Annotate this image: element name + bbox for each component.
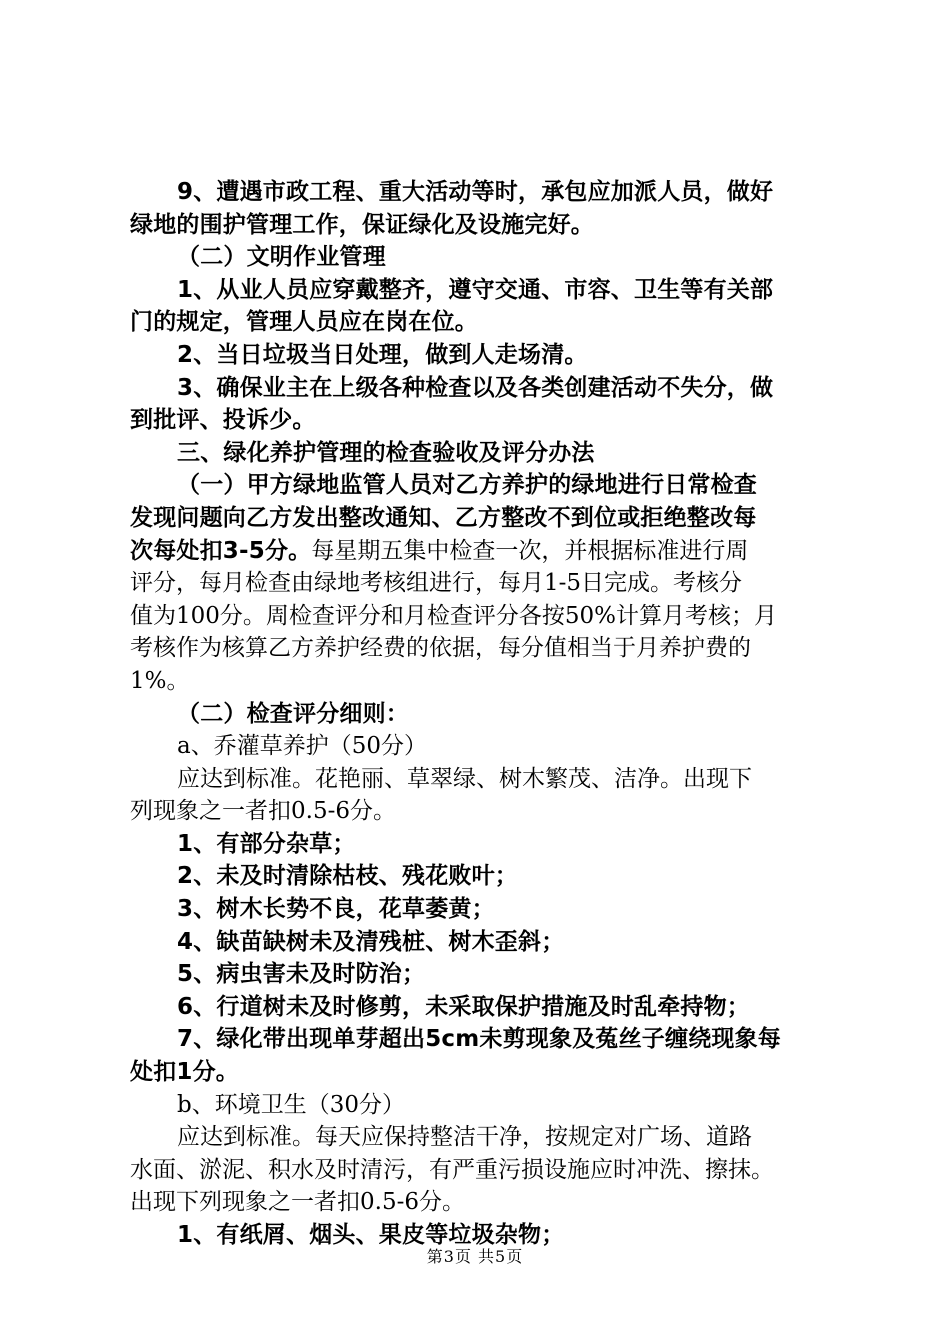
list-item: 4、缺苗缺树未及清残桩、树木歪斜； (177, 928, 565, 955)
subsection-heading: b、环境卫生（30分） (177, 1091, 405, 1118)
list-item: 2、未及时清除枯枝、残花败叶； (177, 863, 519, 890)
list-item: 6、行道树未及时修剪，未采取保护措施及时乱牵持物； (177, 993, 751, 1020)
section-heading: （二）检查评分细则： (177, 700, 409, 727)
document-body (130, 176, 830, 1252)
list-item: 处扣1分。 (130, 1059, 240, 1086)
list-item: 1、有部分杂草； (177, 830, 356, 857)
text-line: 评分，每月检查由绿地考核组进行，每月1-5日完成。考核分 (130, 570, 743, 597)
text-line: 应达到标准。每天应保持整洁干净，按规定对广场、道路 (177, 1124, 752, 1151)
text-line: 2、当日垃圾当日处理，做到人走场清。 (177, 341, 588, 368)
text-line: 1%。 (130, 667, 190, 694)
text-line: （一）甲方绿地监管人员对乙方养护的绿地进行日常检查 (177, 472, 757, 499)
text-line: 出现下列现象之一者扣0.5-6分。 (130, 1189, 465, 1216)
text-line: 值为100分。周检查评分和月检查评分各按50%计算月考核；月 (130, 602, 778, 629)
text-line: 3、确保业主在上级各种检查以及各类创建活动不失分，做 (177, 374, 774, 401)
section-heading: （二）文明作业管理 (177, 244, 386, 271)
text-line: 列现象之一者扣0.5-6分。 (130, 798, 396, 825)
text-line: 绿地的围护管理工作，保证绿化及设施完好。 (130, 211, 594, 238)
page-footer: 第3页 共5页 (426, 1247, 524, 1266)
text-line: 考核作为核算乙方养护经费的依据，每分值相当于月养护费的 (130, 635, 751, 662)
text-line (130, 535, 830, 568)
section-heading: 三、绿化养护管理的检查验收及评分办法 (177, 439, 595, 466)
subsection-heading: a、乔灌草养护（50分） (177, 733, 427, 760)
text-run: 次每处扣3-5分。 (130, 537, 312, 564)
text-line: 门的规定，管理人员应在岗在位。 (130, 309, 478, 336)
list-item: 1、有纸屑、烟头、果皮等垃圾杂物； (177, 1222, 565, 1248)
text-line: 发现问题向乙方发出整改通知、乙方整改不到位或拒绝整改每 (130, 504, 757, 531)
text-line: 9、遭遇市政工程、重大活动等时，承包应加派人员，做好 (177, 179, 774, 205)
list-item: 3、树木长势不良，花草萎黄； (177, 896, 495, 923)
text-run: 每星期五集中检查一次，并根据标准进行周 (311, 537, 749, 564)
text-line: 水面、淤泥、积水及时清污，有严重污损设施应时冲洗、擦抹。 (130, 1156, 774, 1183)
text-line: 应达到标准。花艳丽、草翠绿、树木繁茂、洁净。出现下 (177, 765, 752, 792)
list-item: 5、病虫害未及时防治； (177, 961, 426, 988)
text-line: 到批评、投诉少。 (130, 407, 316, 434)
list-item: 7、绿化带出现单芽超出5cm未剪现象及菟丝子缠绕现象每 (177, 1026, 782, 1053)
text-line: 1、从业人员应穿戴整齐，遵守交通、市容、卫生等有关部 (177, 276, 774, 303)
